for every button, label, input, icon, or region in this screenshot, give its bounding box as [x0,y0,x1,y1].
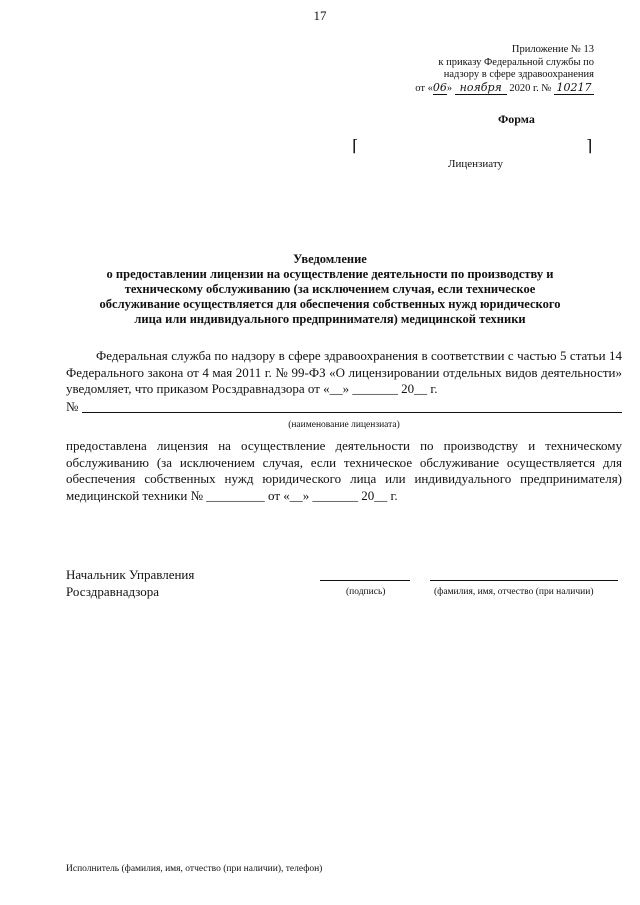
appendix-date-line [415,82,594,96]
executor-line: Исполнитель (фамилия, имя, отчество (при наличии), телефон) [66,864,323,874]
position-line-2: Росздравнадзора [66,584,160,599]
position-line-1: Начальник Управления [66,567,195,582]
order-number: 10217 [554,82,594,96]
body-paragraph-2: предоставлена лицензия на осуществление деятельности по производству и техническому обслуживанию (за исключением случая, если техническое обслуживание осуществляется для обеспечения собственных нужд юридического лица или индивидуального предпринимателя) медицинской техники № _________ от «__» _______ 20__ г. [66,438,622,503]
signature-caption: (подпись) [346,587,386,597]
appendix-header [415,44,594,95]
appendix-line-2: к приказу Федеральной службы по [438,56,594,68]
page-number: 17 [313,8,327,23]
licensee-name-line [66,399,622,415]
date-mid: » [446,82,453,94]
signatory-position [66,566,194,600]
date-month: ноября [455,82,507,96]
licensee-label: Лицензиату [448,158,503,170]
licensee-name-caption: (наименование лицензиата) [288,420,400,430]
number-sign: № [66,399,79,414]
appendix-line-3: надзору в сфере здравоохранения [443,69,594,80]
signature-rule [320,580,410,581]
title-line-3: техническому обслуживанию (за исключением случая, если техническое [124,282,536,296]
address-bracket-left: ⌈ [352,138,359,155]
name-rule [430,580,618,581]
body-paragraph-1: Федеральная служба по надзору в сфере здравоохранения в соответствии с частью 5 статьи 14 Федерального закона от 4 мая 2011 г. № 99-ФЗ «О лицензировании отдельных видов деятельности» уведомляет, что приказом Росздравнадзора от «__» _______ 20__ г. [66,348,622,397]
document-title [60,252,600,327]
title-line-5: лица или индивидуального предпринимателя) медицинской техники [134,312,526,326]
form-label: Форма [498,112,535,126]
date-year: 2020 г. № [509,82,552,94]
name-caption: (фамилия, имя, отчество (при наличии) [434,587,594,597]
appendix-line-1: Приложение № 13 [511,44,594,55]
date-prefix: от « [415,82,433,94]
title-line-4: обслуживание осуществляется для обеспечения собственных нужд юридического [99,297,561,311]
title-line-2: о предоставлении лицензии на осуществление деятельности по производству и [106,267,554,281]
date-day: 06 [432,80,447,94]
address-bracket-right: ⌉ [586,138,593,155]
title-line-1: Уведомление [293,252,367,266]
licensee-name-rule [82,412,622,413]
